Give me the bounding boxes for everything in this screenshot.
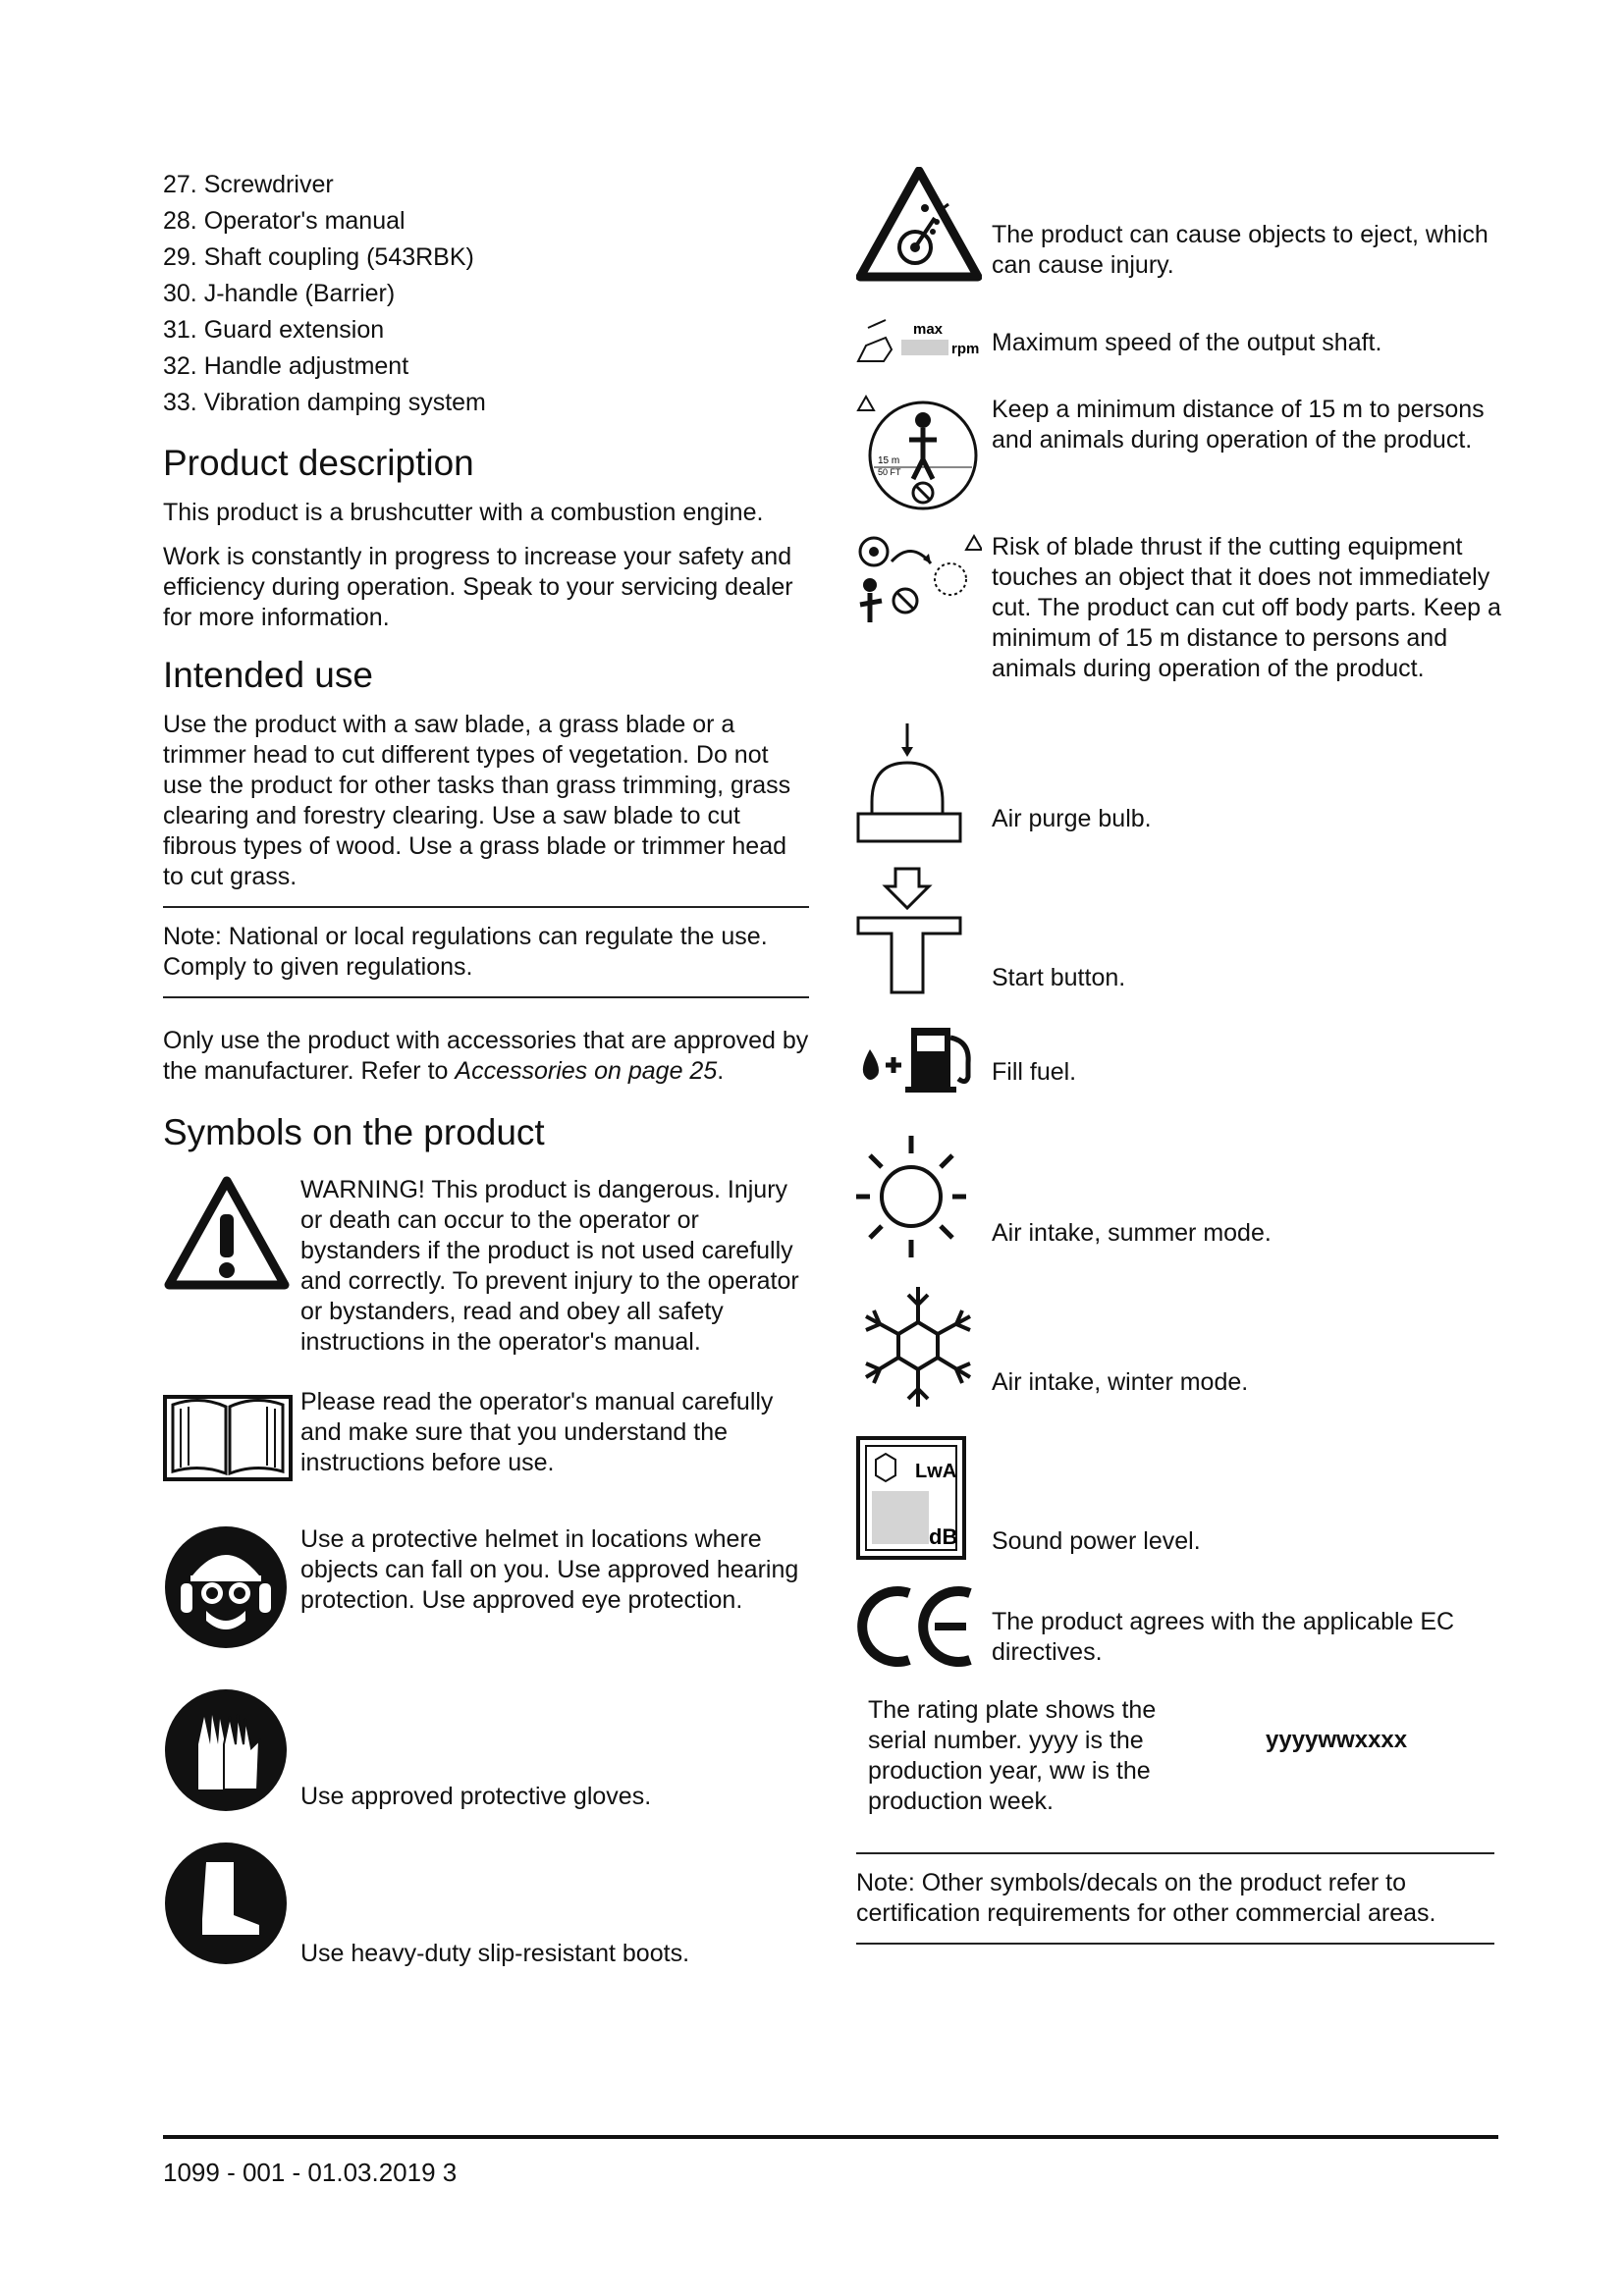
intended-use-heading: Intended use xyxy=(163,655,373,695)
accessories-text-end: . xyxy=(717,1057,725,1085)
summer-text: Air intake, summer mode. xyxy=(992,1219,1272,1247)
symbol-eject xyxy=(856,167,1504,283)
accessories-text-start: Only use the product with accessories that are approved by the manufacturer. Refer to xyxy=(163,1027,809,1085)
winter-text: Air intake, winter mode. xyxy=(992,1368,1249,1396)
symbol-air-purge xyxy=(856,723,1504,845)
footer-divider xyxy=(163,2135,1498,2139)
symbol-helmet xyxy=(163,1524,809,1652)
note-text: : Other symbols/decals on the product refer to certification requirements for other commercial areas. xyxy=(856,1869,1436,1927)
symbol-start xyxy=(856,865,1504,994)
symbol-winter xyxy=(856,1283,1504,1411)
eject-text: The product can cause objects to eject, which can cause injury. xyxy=(992,221,1489,279)
open-book-icon xyxy=(163,1387,300,1485)
boots-icon xyxy=(163,1841,300,1968)
symbol-max-rpm xyxy=(856,316,1504,367)
symbol-ce xyxy=(856,1583,1504,1670)
serial-number-format: yyyywwxxxx xyxy=(1266,1727,1408,1753)
list-item: 33. Vibration damping system xyxy=(163,389,486,416)
warning-text: WARNING! This product is dangerous. Injury or death can occur to the operator or bystanders if the product is not used carefully and correctly. To prevent injury to the operator or bystanders, read and obey all safety instructions in the operator's manual. xyxy=(300,1176,799,1356)
list-item: 32. Handle adjustment xyxy=(163,352,409,380)
helmet-ear-eye-protection-icon xyxy=(163,1524,300,1652)
symbol-summer xyxy=(856,1134,1504,1259)
sun-summer-icon xyxy=(856,1134,992,1259)
accessories-text xyxy=(163,1026,809,1087)
list-item: 29. Shaft coupling (543RBK) xyxy=(163,243,474,271)
max-rpm-text: Maximum speed of the output shaft. xyxy=(992,329,1382,356)
thrust-text: Risk of blade thrust if the cutting equipment touches an object that it does not immediately cut. The product can cut off body parts. Keep a minimum of 15 m distance to persons and animals during operation of the product. xyxy=(992,533,1501,682)
rating-plate-text: The rating plate shows the serial number. yyyy is the production year, ww is the production week. xyxy=(868,1696,1157,1815)
note-label: Note xyxy=(856,1869,908,1896)
ce-mark-icon xyxy=(856,1583,992,1670)
distance-text: Keep a minimum distance of 15 m to persons and animals during operation of the product. xyxy=(992,396,1485,454)
product-description-text-2: Work is constantly in progress to increase your safety and efficiency during operation. Speak to your servicing dealer for more information. xyxy=(163,543,793,631)
list-item: 30. J-handle (Barrier) xyxy=(163,280,396,307)
product-description-heading: Product description xyxy=(163,443,474,483)
max-rpm-icon xyxy=(856,316,992,367)
rating-plate-row xyxy=(856,1695,1504,1817)
right-column xyxy=(856,167,1504,1972)
start-button-icon xyxy=(856,865,992,994)
warning-triangle-icon xyxy=(163,1175,300,1303)
snowflake-winter-icon xyxy=(856,1283,992,1411)
note-text: : National or local regulations can regulate the use. Comply to given regulations. xyxy=(163,923,768,981)
note-label: Note xyxy=(163,923,215,950)
sound-text: Sound power level. xyxy=(992,1527,1201,1555)
product-description-text: This product is a brushcutter with a combustion engine. xyxy=(163,499,764,526)
safety-distance-icon xyxy=(856,395,992,512)
accessories-link[interactable]: Accessories on page 25 xyxy=(455,1057,718,1085)
symbol-sound xyxy=(856,1436,1504,1560)
air-purge-bulb-icon xyxy=(856,723,992,845)
symbols-heading: Symbols on the product xyxy=(163,1112,545,1152)
gloves-icon xyxy=(163,1687,300,1815)
ejection-warning-icon xyxy=(856,167,992,283)
gloves-text: Use approved protective gloves. xyxy=(300,1783,652,1810)
max-label: max xyxy=(913,321,944,338)
manual-text: Please read the operator's manual carefully and make sure that you understand the instructions before use. xyxy=(300,1388,774,1476)
distance-label-a: 15 m xyxy=(878,455,900,466)
sound-db-label: dB xyxy=(929,1524,958,1549)
left-column xyxy=(163,167,809,1999)
helmet-text: Use a protective helmet in locations where objects can fall on you. Use approved hearing protection. Use approved eye protection. xyxy=(300,1525,799,1614)
note-box xyxy=(163,906,809,998)
fuel-icon xyxy=(856,1020,992,1095)
sound-power-level-icon xyxy=(856,1436,992,1560)
air-purge-text: Air purge bulb. xyxy=(992,805,1152,832)
note-box-symbols xyxy=(856,1852,1494,1945)
blade-thrust-icon xyxy=(856,532,992,630)
boots-text: Use heavy-duty slip-resistant boots. xyxy=(300,1940,690,1967)
symbol-gloves xyxy=(163,1687,809,1815)
symbol-fuel xyxy=(856,1020,1504,1095)
ce-text: The product agrees with the applicable EC directives. xyxy=(992,1608,1455,1666)
distance-label-b: 50 FT xyxy=(878,467,901,477)
page-footer: 1099 - 001 - 01.03.2019 3 xyxy=(163,2158,458,2187)
rpm-label: rpm xyxy=(951,341,980,357)
list-item: 28. Operator's manual xyxy=(163,207,406,235)
intended-use-text: Use the product with a saw blade, a grass blade or a trimmer head to cut different types of vegetation. Do not use the product for other tasks than grass trimming, grass clearing and forestry clearing. Use a saw blade to cut fibrous types of wood. Use a grass blade or trimmer head to cut grass. xyxy=(163,711,791,890)
start-text: Start button. xyxy=(992,964,1126,991)
symbol-manual xyxy=(163,1387,809,1485)
parts-list xyxy=(163,167,809,421)
symbol-warning xyxy=(163,1175,809,1358)
fuel-text: Fill fuel. xyxy=(992,1058,1077,1086)
symbol-thrust xyxy=(856,532,1504,684)
list-item: 27. Screwdriver xyxy=(163,171,334,198)
sound-lwa-label: LwA xyxy=(915,1461,957,1482)
symbol-boots xyxy=(163,1841,809,1969)
symbol-distance xyxy=(856,395,1504,512)
list-item: 31. Guard extension xyxy=(163,316,385,344)
